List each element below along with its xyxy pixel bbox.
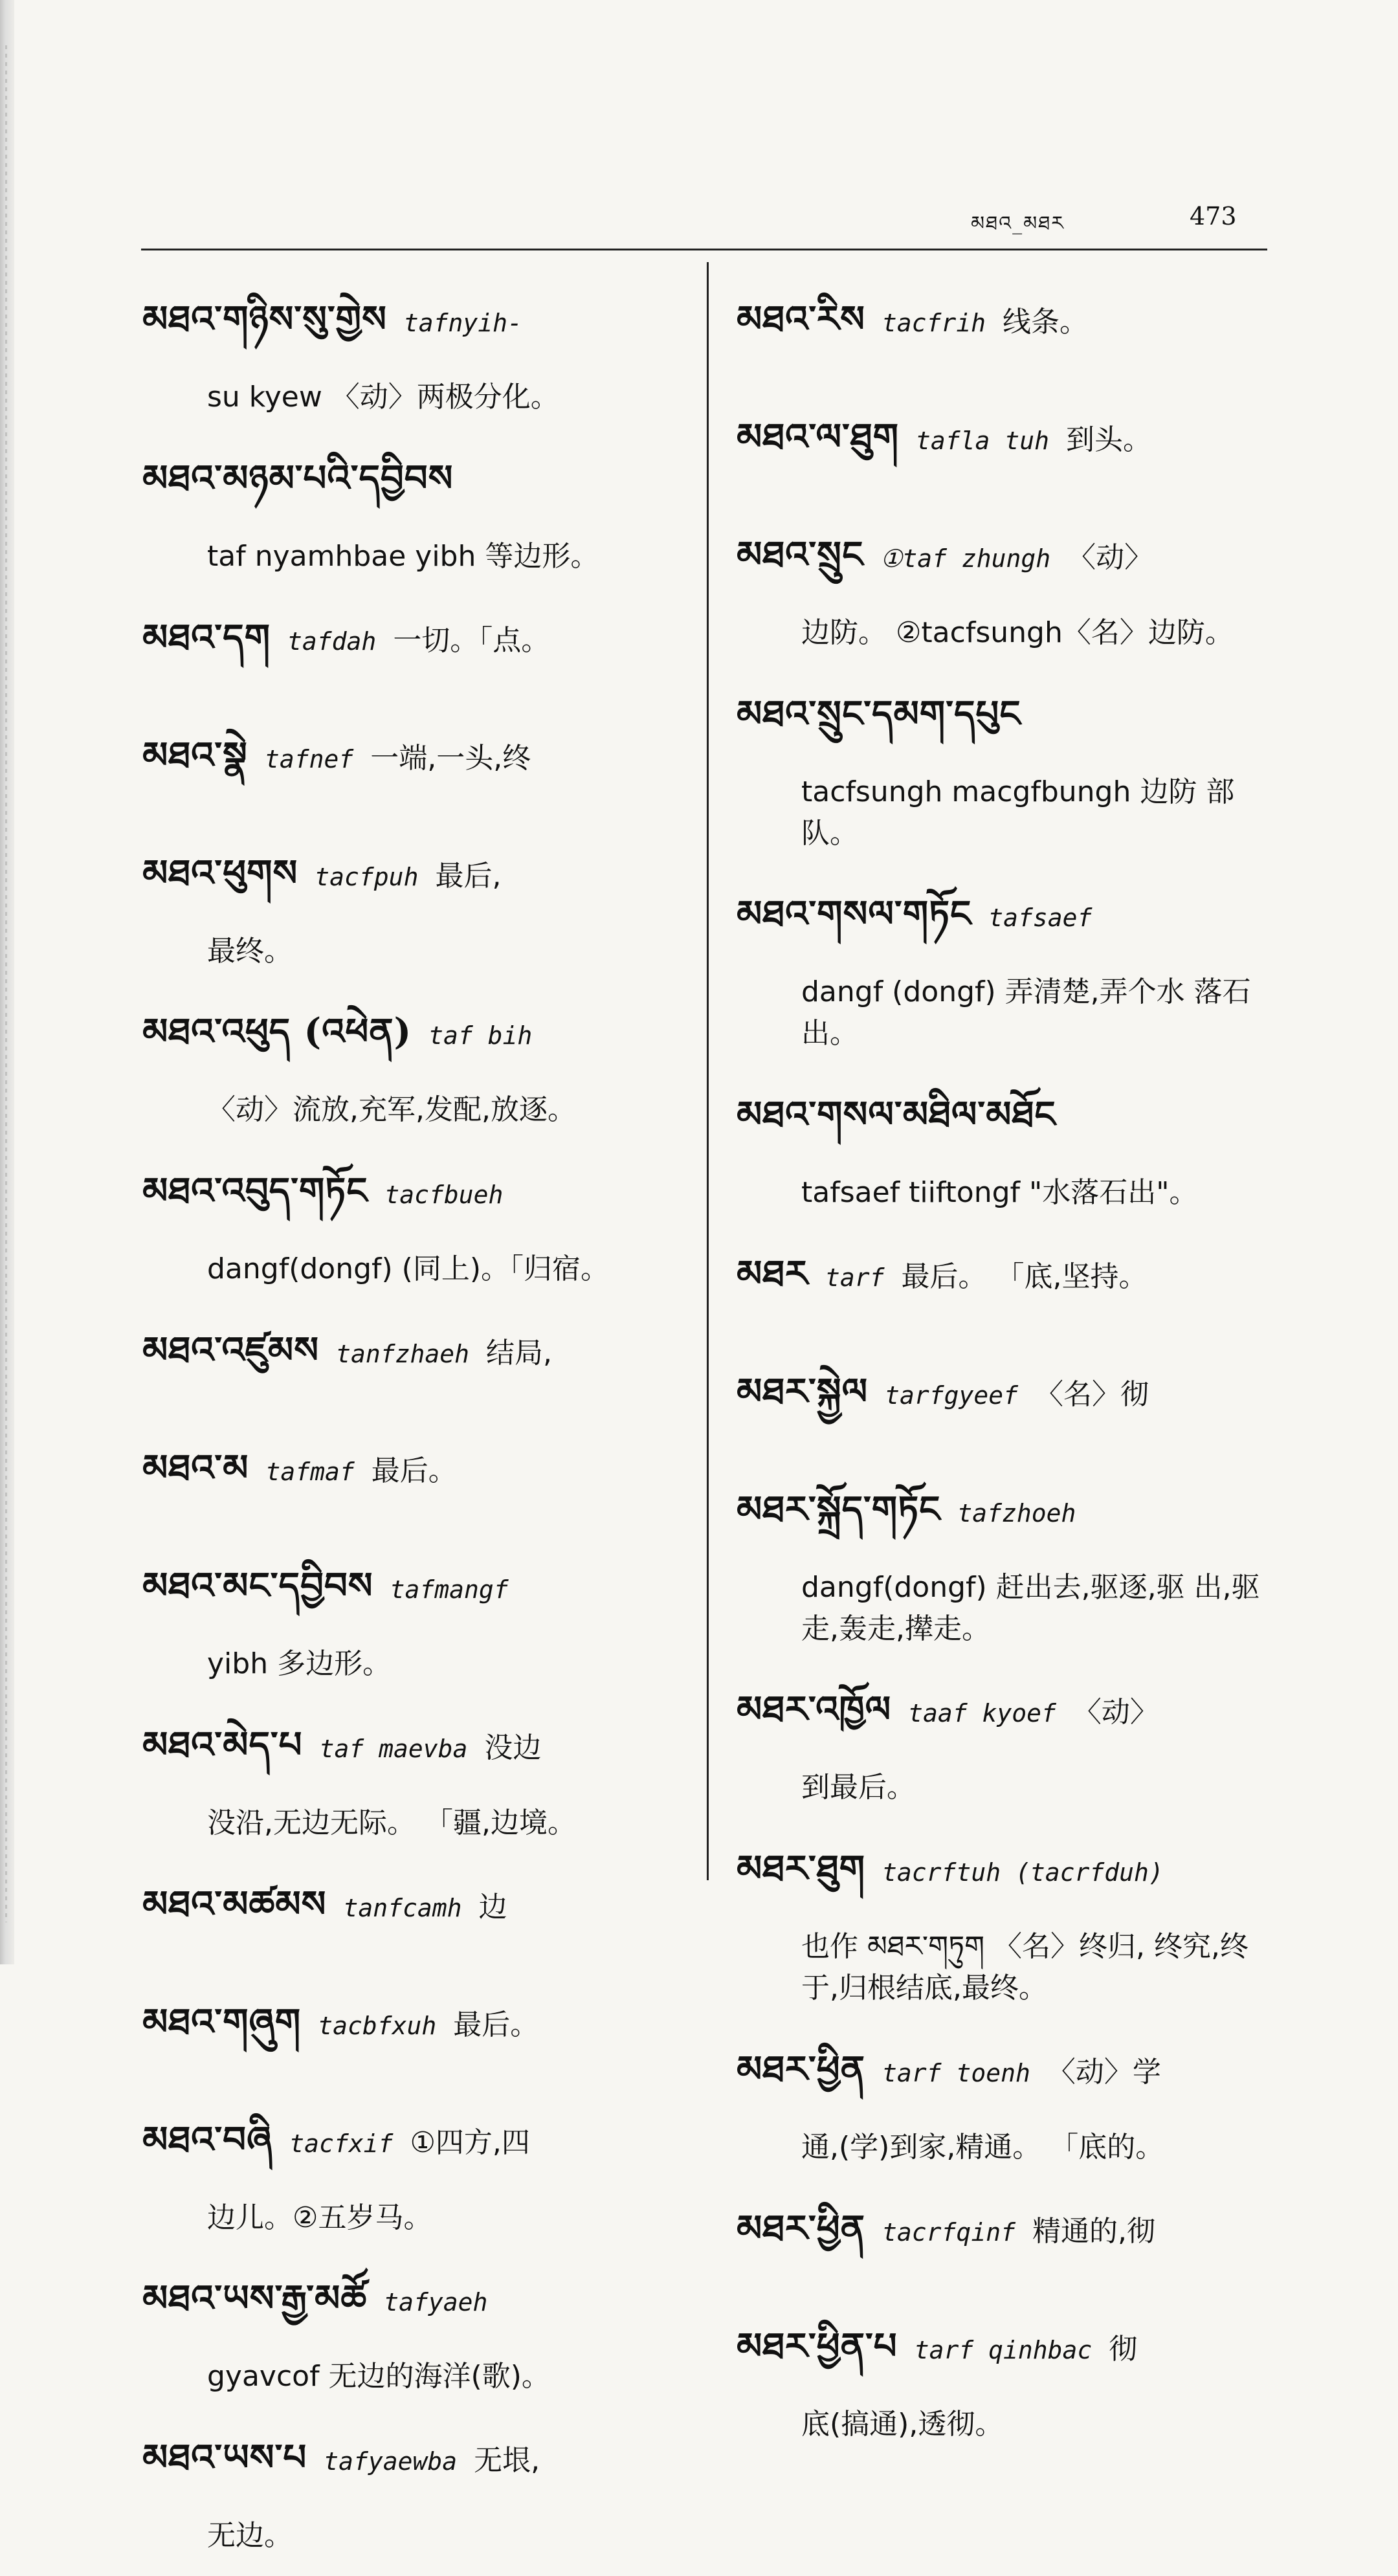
dictionary-entry	[142, 1863, 686, 1966]
entry-continuation: 无边。	[207, 2519, 293, 2553]
dictionary-entry	[737, 1828, 1280, 2009]
entry-romanization: tacrfqinf	[882, 2217, 1015, 2247]
entry-definition: 线条。	[1003, 305, 1089, 339]
entry-headword: མཐར་ཕྱིན་པ	[737, 2324, 898, 2368]
dictionary-entry	[737, 396, 1280, 498]
entry-headword: མཐའ་མཉམ་པའི་དབྱིབས	[142, 456, 454, 500]
entry-romanization: taf bih	[428, 1021, 533, 1050]
entry-headword: མཐར་ཕྱིན	[737, 2206, 866, 2250]
entry-definition: 边	[478, 1890, 507, 1924]
entry-definition: 精通的,彻	[1032, 2214, 1155, 2248]
scan-edge	[0, 0, 14, 1964]
entry-romanization: tanfcamh	[343, 1893, 462, 1922]
entry-headword: མཐའ་གཉིས་སུ་གྱེས	[142, 298, 387, 340]
entry-romanization: tafyaeh	[384, 2288, 488, 2317]
entry-romanization: tafnyih-	[403, 309, 522, 337]
dictionary-entry	[142, 1545, 686, 1685]
entry-definition: 没边	[484, 1731, 542, 1764]
entry-definition: 一切。「点。	[393, 623, 550, 657]
entry-definition: 结局,	[485, 1336, 552, 1370]
entry-headword: མཐའ་འབུད་གཏོང	[142, 1170, 368, 1213]
dictionary-entry	[142, 832, 686, 972]
dictionary-entry	[737, 1074, 1280, 1214]
entry-definition: 〈动〉	[1067, 541, 1153, 574]
entry-headword: མཐར་ཐུག	[737, 1847, 866, 1891]
entry-romanization: tafdah	[287, 627, 377, 656]
entry-headword: མཐའ་ཡས་རྒྱ་མཚོ	[142, 2277, 368, 2320]
dictionary-entry	[737, 1351, 1280, 1453]
entry-headword: མཐའ་མཚམས	[142, 1882, 327, 1926]
entry-definition: 最后,	[435, 859, 502, 893]
entry-continuation: 通,(学)到家,精通。 「底的。	[801, 2130, 1164, 2164]
dictionary-entry	[737, 278, 1280, 381]
entry-definition: 彻	[1109, 2332, 1138, 2366]
dictionary-entry	[142, 2099, 686, 2239]
entry-headword: མཐར་འཁྱོལ	[737, 1688, 892, 1731]
dictionary-entry	[737, 1233, 1280, 1335]
header-rule	[141, 249, 1267, 250]
page-number: 473	[1190, 202, 1237, 230]
entry-romanization: taaf kyoef	[908, 1699, 1056, 1728]
entry-continuation: 〈动〉流放,充军,发配,放逐。	[207, 1093, 576, 1127]
dictionary-entry	[142, 991, 686, 1131]
entry-romanization: tacfxif	[289, 2129, 394, 2158]
entry-definition: 无垠,	[474, 2444, 540, 2478]
running-head: མཐའ_མཐར	[971, 212, 1065, 235]
dictionary-entry	[737, 1469, 1280, 1650]
entry-headword: མཐའ་འཛུམས	[142, 1328, 320, 1371]
page-header	[0, 0, 1398, 272]
dictionary-entry	[142, 715, 686, 817]
dictionary-entry	[142, 1309, 686, 1412]
entry-continuation: gyavcof 无边的海洋(歌)。	[207, 2360, 550, 2393]
right-column	[737, 278, 1280, 2464]
entry-headword: མཐར་སྐྲོད་གཏོང	[737, 1487, 941, 1531]
entry-headword: མཐའ་ལ་ཐུག	[737, 416, 900, 458]
entry-definition: 〈动〉学	[1047, 2055, 1161, 2089]
entry-romanization: tacrftuh (tacrfduh)	[882, 1858, 1164, 1887]
dictionary-entry	[142, 2417, 686, 2557]
entry-continuation: dangf(dongf) (同上)。「归宿。	[207, 1252, 610, 1286]
dictionary-entry	[142, 278, 686, 418]
entry-romanization: tacfbueh	[384, 1181, 504, 1210]
entry-romanization: tarfgyeef	[885, 1381, 1019, 1410]
entry-headword: མཐའ་རིས	[737, 298, 865, 340]
entry-romanization: tafzhoeh	[957, 1498, 1076, 1527]
entry-headword: མཐའ་སྣེ	[142, 733, 248, 777]
dictionary-entry	[142, 597, 686, 699]
entry-continuation: 到最后。	[801, 1771, 915, 1804]
dictionary-entry	[142, 438, 686, 577]
dictionary-entry	[737, 1669, 1280, 1808]
dictionary-entry	[142, 1981, 686, 2083]
entry-headword: མཐར	[737, 1252, 809, 1295]
entry-headword: མཐར་ཕྱིན	[737, 2047, 866, 2091]
entry-definition: 一端,一头,终	[370, 741, 531, 775]
entry-romanization: tafmangf	[390, 1575, 509, 1604]
entry-definition: 最后。	[453, 2008, 539, 2041]
entry-definition: 到头。	[1065, 423, 1151, 456]
entry-romanization: tafmaf	[265, 1457, 355, 1486]
dictionary-entry	[737, 673, 1280, 854]
dictionary-entry	[142, 1704, 686, 1844]
entry-continuation: 边儿。②五岁马。	[207, 2201, 432, 2234]
entry-romanization: tafnef	[264, 744, 354, 773]
entry-romanization: tarf qinhbac	[914, 2335, 1093, 2364]
entry-headword: མཐའ་དག	[142, 616, 271, 659]
entry-headword: མཐའ་ཡས་པ	[142, 2436, 307, 2480]
entry-romanization: tafsaef	[988, 904, 1093, 933]
entry-definition: 〈动〉	[1072, 1696, 1159, 1729]
entry-headword: མཐའ་གཞུག	[142, 2000, 302, 2043]
entry-romanization: tanfzhaeh	[336, 1339, 469, 1368]
entry-headword: མཐའ་སྲུང་དམག་དཔུང	[737, 692, 1021, 735]
dictionary-entry	[142, 2258, 686, 2397]
entry-definition: 〈名〉彻	[1035, 1377, 1149, 1411]
entry-continuation: 边防。 ②tacfsungh〈名〉边防。	[801, 616, 1234, 649]
left-column	[142, 278, 686, 2576]
entry-headword: མཐའ་གསལ་གཏོང	[737, 893, 972, 936]
entry-continuation: 没沿,无边无际。 「疆,边境。	[207, 1806, 576, 1839]
entry-headword: མཐའ་མང་དབྱིབས	[142, 1564, 373, 1607]
entry-continuation: taf nyamhbae yibh 等边形。	[207, 539, 599, 573]
entry-definition: ①四方,四	[410, 2126, 530, 2159]
entry-romanization: tafyaewba	[324, 2447, 458, 2476]
entry-headword: མཐར་སྐྱེལ	[737, 1370, 869, 1413]
entry-continuation: yibh 多边形。	[207, 1647, 392, 1680]
column-divider	[707, 262, 709, 1880]
dictionary-entry	[142, 1427, 686, 1529]
entry-headword: མཐའ་ཕུགས	[142, 851, 298, 894]
entry-romanization: tarf	[825, 1263, 885, 1292]
entry-romanization: tacfpuh	[315, 862, 419, 891]
entry-headword: མཐའ་འཕུད (འཕེན)	[142, 1010, 412, 1054]
entry-romanization: ①taf zhungh	[880, 544, 1051, 573]
entry-continuation: 底(搞通),透彻。	[801, 2407, 1004, 2441]
entry-romanization: taf maevba	[319, 1734, 468, 1763]
dictionary-entry	[737, 2188, 1280, 2290]
dictionary-entry	[737, 873, 1280, 1054]
entry-romanization: tarf toenh	[882, 2058, 1030, 2087]
entry-continuation: tafsaef tiiftongf "水落石出"。	[801, 1175, 1198, 1209]
entry-continuation: dangf (dongf) 弄清楚,弄个水 落石出。	[801, 975, 1251, 1050]
entry-romanization: tafla tuh	[916, 427, 1049, 455]
entry-definition: 最后。 「底,坚持。	[901, 1260, 1148, 1293]
entry-continuation: tacfsungh macgfbungh 边防 部队。	[801, 775, 1235, 850]
entry-continuation: 最终。	[207, 934, 293, 968]
dictionary-entry	[142, 1150, 686, 1290]
dictionary-entry	[737, 2028, 1280, 2168]
entry-romanization: tacbfxuh	[318, 2011, 437, 2040]
entry-romanization: tacfrih	[882, 309, 986, 337]
entry-headword: མཐའ་མེད་པ	[142, 1723, 303, 1766]
entry-headword: མཐའ་གསལ་མཐིལ་མཐོང	[737, 1093, 1056, 1136]
entry-headword: མཐའ་སྲུང	[737, 533, 864, 576]
entry-headword: མཐའ་མ	[142, 1446, 249, 1489]
dictionary-entry	[737, 2305, 1280, 2445]
dictionary-entry	[737, 514, 1280, 654]
entry-continuation: su kyew 〈动〉两极分化。	[207, 381, 559, 414]
entry-definition: 最后。	[371, 1454, 457, 1487]
entry-continuation: dangf(dongf) 赶出去,驱逐,驱 出,驱走,轰走,撵走。	[801, 1570, 1260, 1645]
entry-continuation: 也作 མཐར་གཏུག 〈名〉终归, 终究,终于,归根结底,最终。	[801, 1930, 1248, 2004]
entry-headword: མཐའ་བཞི	[142, 2118, 273, 2161]
